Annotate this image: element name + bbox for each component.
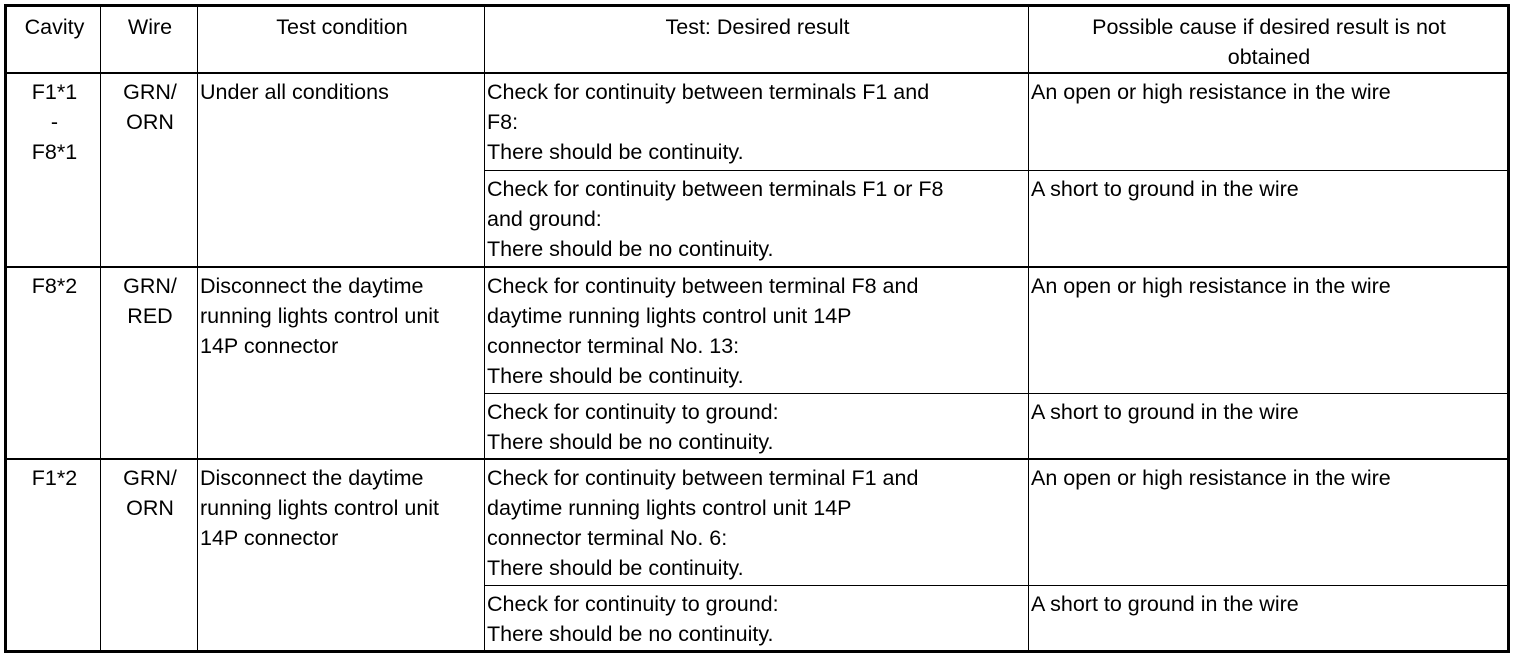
header-test-condition: Test condition bbox=[198, 6, 485, 74]
cavity-line: F1*1 bbox=[31, 80, 78, 104]
cavity-line: F8*1 bbox=[31, 140, 78, 164]
result-line: There should be no continuity. bbox=[487, 429, 774, 454]
condition-line: running lights control unit bbox=[200, 496, 440, 520]
condition-cell bbox=[198, 459, 485, 651]
condition-cell bbox=[198, 267, 485, 459]
header-desired-result: Test: Desired result bbox=[485, 6, 1029, 74]
result-line: Check for continuity between terminal F8 and bbox=[487, 274, 919, 298]
condition-line: Disconnect the daytime bbox=[200, 274, 424, 298]
header-possible-cause-line: obtained bbox=[1227, 45, 1311, 69]
cavity-line: F8*2 bbox=[31, 274, 78, 298]
result-line: Check for continuity between terminal F1 and bbox=[487, 466, 919, 490]
result-cell bbox=[485, 459, 1029, 585]
cause-cell: An open or high resistance in the wire bbox=[1029, 459, 1509, 585]
result-line: daytime running lights control unit 14P bbox=[487, 304, 852, 328]
wire-line: GRN/ bbox=[123, 274, 177, 298]
header-cavity: Cavity bbox=[6, 6, 101, 74]
condition-line: 14P connector bbox=[200, 334, 339, 358]
result-cell bbox=[485, 267, 1029, 393]
wire-line: ORN bbox=[126, 110, 174, 134]
condition-line: running lights control unit bbox=[200, 304, 440, 328]
result-line: daytime running lights control unit 14P bbox=[487, 496, 852, 520]
cause-cell: An open or high resistance in the wire bbox=[1029, 267, 1509, 393]
result-line: Check for continuity between terminals F1 or F8 bbox=[487, 176, 944, 201]
result-line: There should be continuity. bbox=[487, 556, 744, 580]
header-wire: Wire bbox=[101, 6, 198, 74]
cause-cell: An open or high resistance in the wire bbox=[1029, 73, 1509, 170]
wire-cell bbox=[101, 267, 198, 459]
result-line: Check for continuity to ground: bbox=[487, 399, 779, 424]
cavity-cell bbox=[6, 459, 101, 651]
wire-line: RED bbox=[127, 304, 173, 328]
result-line: There should be continuity. bbox=[487, 364, 744, 388]
wire-cell bbox=[101, 459, 198, 651]
result-line: Check for continuity to ground: bbox=[487, 591, 779, 616]
result-line: and ground: bbox=[487, 206, 602, 231]
document-page bbox=[4, 4, 1507, 653]
cavity-line: F1*2 bbox=[31, 466, 78, 490]
result-line: There should be no continuity. bbox=[487, 621, 774, 646]
result-line: connector terminal No. 13: bbox=[487, 334, 740, 358]
result-line: There should be no continuity. bbox=[487, 236, 774, 261]
circuit-test-table bbox=[4, 4, 1510, 653]
wire-line: ORN bbox=[126, 496, 174, 520]
condition-line: 14P connector bbox=[200, 526, 339, 550]
result-line: Check for continuity between terminals F1 and bbox=[487, 80, 930, 104]
wire-line: GRN/ bbox=[123, 466, 177, 490]
result-line: There should be continuity. bbox=[487, 140, 744, 164]
cause-cell: A short to ground in the wire bbox=[1029, 585, 1509, 651]
cause-cell: A short to ground in the wire bbox=[1029, 170, 1509, 267]
cause-cell: A short to ground in the wire bbox=[1029, 393, 1509, 459]
result-line: connector terminal No. 6: bbox=[487, 526, 728, 550]
result-cell bbox=[485, 73, 1029, 170]
header-row bbox=[6, 6, 1509, 74]
cavity-line: - bbox=[50, 110, 59, 134]
wire-line: GRN/ bbox=[123, 80, 177, 104]
condition-line: Disconnect the daytime bbox=[200, 466, 424, 490]
condition-line: Under all conditions bbox=[200, 80, 389, 104]
result-line: F8: bbox=[487, 110, 519, 134]
result-cell bbox=[485, 585, 1029, 651]
condition-cell bbox=[198, 73, 485, 267]
table-row bbox=[6, 267, 1509, 393]
result-cell bbox=[485, 170, 1029, 267]
result-cell bbox=[485, 393, 1029, 459]
header-possible-cause bbox=[1029, 6, 1509, 74]
table-row bbox=[6, 73, 1509, 170]
cavity-cell bbox=[6, 73, 101, 267]
cavity-cell bbox=[6, 267, 101, 459]
wire-cell bbox=[101, 73, 198, 267]
header-possible-cause-line: Possible cause if desired result is not bbox=[1092, 15, 1446, 39]
table-row bbox=[6, 459, 1509, 585]
